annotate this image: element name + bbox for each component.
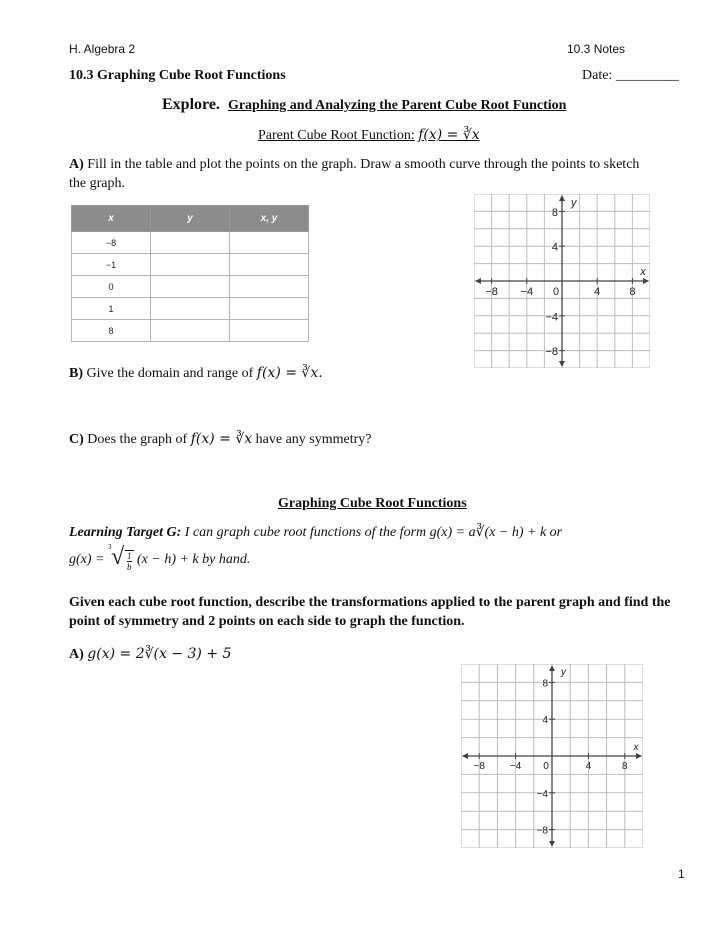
part-a-instructions (69, 155, 659, 193)
table-cell-y[interactable] (151, 276, 230, 298)
table-cell-y[interactable] (151, 232, 230, 254)
part-c-text-before: Does the graph of (87, 432, 188, 447)
y-tick-label: −8 (536, 825, 548, 837)
example-a (69, 646, 231, 663)
table-cell-xy[interactable] (230, 254, 309, 276)
learning-target-text: I can graph cube root functions of the form g(x) = a∛(x − h) + k or (184, 525, 563, 540)
table-cell-xy[interactable] (230, 320, 309, 342)
table-row (72, 298, 309, 320)
table-cell-y[interactable] (151, 298, 230, 320)
table-row (72, 232, 309, 254)
transformation-instructions: Given each cube root function, describe the transformations applied to the parent graph and find the point of symmetry and 2 points on each side to graph the function. (69, 595, 671, 629)
table-cell-y[interactable] (151, 320, 230, 342)
y-tick-label: 4 (551, 241, 558, 254)
y-axis-arrow-icon (549, 841, 555, 847)
parent-function-label: Parent Cube Root Function: (258, 128, 415, 143)
y-tick-label: −4 (545, 311, 558, 324)
part-a-letter: A) (69, 157, 84, 172)
table-header-x: x (72, 206, 151, 232)
x-axis-label: x (640, 266, 646, 278)
y-axis-label: y (571, 197, 577, 209)
part-b-formula: f(x) = ∛x. (256, 365, 323, 381)
table-cell-xy[interactable] (230, 232, 309, 254)
table-header-row (72, 206, 309, 232)
table-row (72, 276, 309, 298)
part-c-letter: C) (69, 432, 84, 447)
x-tick-label: 4 (594, 286, 601, 298)
y-axis-label: y (561, 667, 566, 678)
x-tick-label: 0 (543, 761, 549, 772)
x-axis-arrow-icon (643, 278, 649, 284)
section-title: Graphing Cube Root Functions (278, 496, 467, 511)
root-index: 3 (108, 543, 112, 551)
table-row (72, 254, 309, 276)
y-axis-arrow-icon (549, 665, 555, 671)
x-axis-arrow-icon (475, 278, 481, 284)
x-tick-label: −4 (509, 761, 522, 772)
x-tick-label: −8 (473, 761, 485, 772)
learning-target-tail: (x − h) + k by hand. (137, 552, 251, 567)
y-tick-label: 8 (542, 678, 548, 690)
course-name: H. Algebra 2 (69, 42, 136, 56)
table-cell-x: 0 (72, 276, 151, 298)
learning-target-line1 (69, 524, 562, 541)
y-axis-arrow-icon (559, 361, 565, 367)
part-c-text-after: have any symmetry? (255, 432, 372, 447)
notes-label: 10.3 Notes (567, 42, 626, 56)
x-axis-label: x (633, 742, 639, 753)
table-cell-x: −8 (72, 232, 151, 254)
x-tick-label: −8 (485, 286, 498, 298)
table-cell-xy[interactable] (230, 276, 309, 298)
x-axis-arrow-icon (636, 753, 642, 759)
x-tick-label: 8 (622, 761, 628, 772)
coordinate-grid-example-a[interactable] (461, 664, 643, 848)
example-a-letter: A) (69, 647, 84, 662)
parent-function-formula: f(x) = ∛x (418, 127, 480, 143)
table-header-xy: x, y (230, 206, 309, 232)
part-c-formula: f(x) = ∛x (190, 431, 253, 447)
fraction-denominator: b (127, 562, 132, 572)
explore-title: Graphing and Analyzing the Parent Cube Root Function (227, 98, 567, 113)
table-row (72, 320, 309, 342)
coordinate-grid-parent[interactable] (474, 194, 650, 368)
cube-root-fraction (108, 543, 134, 572)
x-tick-label: 4 (585, 761, 592, 772)
x-tick-label: 0 (552, 286, 560, 298)
table-cell-y[interactable] (151, 254, 230, 276)
y-tick-label: 8 (551, 206, 558, 219)
part-b-text: Give the domain and range of (86, 366, 254, 381)
radical-sign-icon: √ (111, 544, 125, 570)
x-tick-label: −4 (520, 286, 534, 298)
y-tick-label: 4 (542, 715, 548, 727)
fraction (125, 550, 134, 572)
y-axis-arrow-icon (559, 195, 565, 201)
parent-function-line (258, 127, 480, 144)
learning-target-g-def: g(x) = (69, 552, 105, 567)
y-tick-label: −4 (536, 788, 548, 800)
part-a-text: Fill in the table and plot the points on the graph. Draw a smooth curve through the points to sketch the graph. (69, 157, 640, 191)
table-cell-x: −1 (72, 254, 151, 276)
table-cell-x: 1 (72, 298, 151, 320)
x-axis-arrow-icon (462, 753, 468, 759)
learning-target-line2 (69, 543, 251, 578)
explore-label: Explore. (162, 96, 220, 113)
table-cell-xy[interactable] (230, 298, 309, 320)
xy-table (71, 205, 309, 342)
example-a-formula: g(x) = 2∛(x − 3) + 5 (87, 646, 232, 662)
date-label: Date: _________ (582, 68, 679, 83)
explore-heading (162, 96, 566, 114)
lesson-title: 10.3 Graphing Cube Root Functions (69, 68, 286, 83)
table-header-y: y (151, 206, 230, 232)
part-b-letter: B) (69, 366, 83, 381)
part-b-question (69, 365, 323, 382)
x-tick-label: 8 (629, 286, 636, 298)
table-cell-x: 8 (72, 320, 151, 342)
fraction-numerator: 1 (127, 551, 132, 561)
learning-target-label: Learning Target G: (69, 525, 182, 540)
page-number: 1 (678, 867, 685, 881)
part-c-question (69, 431, 372, 448)
y-tick-label: −8 (545, 346, 558, 359)
